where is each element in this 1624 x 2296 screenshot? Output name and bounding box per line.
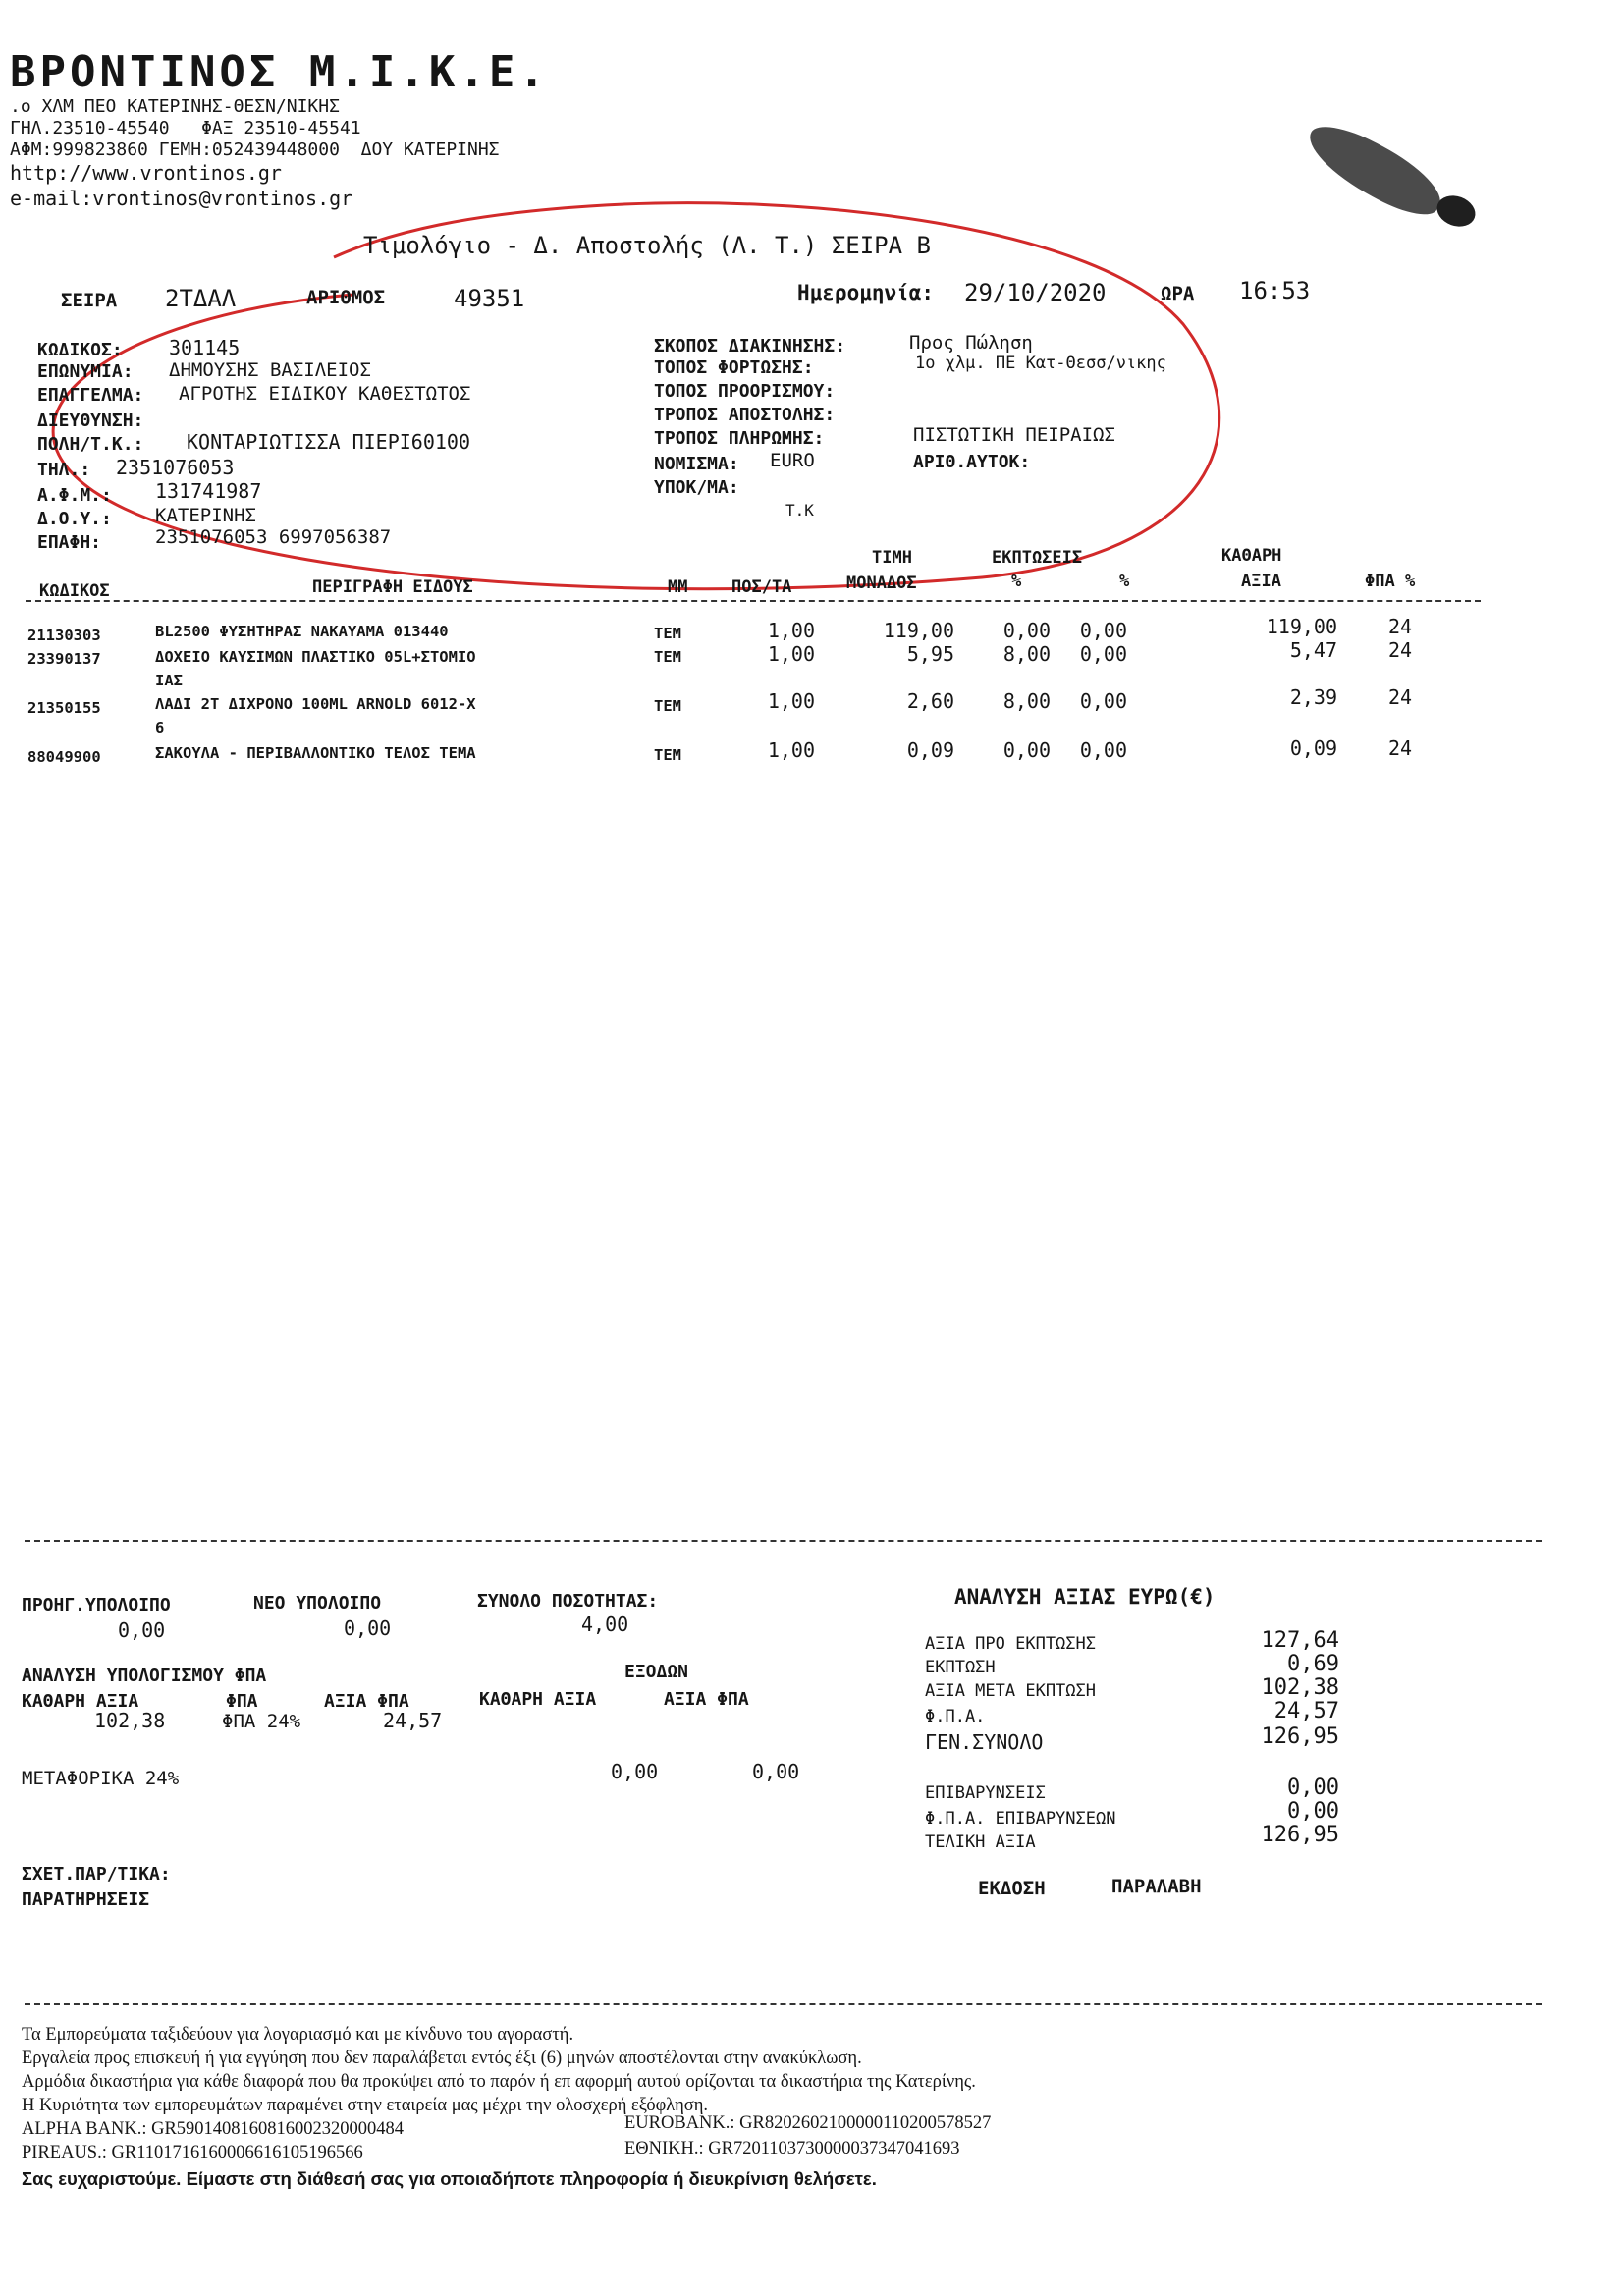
footer-terms-line: Η Κυριότητα των εμπορευμάτων παραμένει στην εταιρεία μας μέχρι την ολοσχερή εξόφληση. — [22, 2096, 709, 2115]
final-value: 126,95 — [1261, 1823, 1339, 1847]
remarks-label: ΠΑΡΑΤΗΡΗΣΕΙΣ — [22, 1889, 150, 1910]
th-price-bottom: ΜΟΝΑΔΟΣ — [846, 574, 917, 593]
destination-label: ΤΟΠΟΣ ΠΡΟΟΡΙΣΜΟΥ: — [654, 381, 836, 402]
th-discounts-top: ΕΚΠΤΩΣΕΙΣ — [992, 548, 1083, 568]
customer-phone: 2351076053 — [116, 456, 235, 479]
loading-place-label: ΤΟΠΟΣ ΦΟΡΤΩΣΗΣ: — [654, 357, 814, 378]
row-net-value: 0,09 — [1289, 737, 1337, 760]
thank-you-note: Σας ευχαριστούμε. Είμαστε στη διάθεσή σας για οποιαδήποτε πληροφορία ή διευκρίνιση θελήσετε. — [22, 2168, 877, 2189]
vat-rate: ΦΠΑ 24% — [222, 1711, 301, 1732]
vat-col-rate: ΦΠΑ — [226, 1691, 258, 1712]
document-time: 16:53 — [1239, 277, 1311, 304]
shipping-method-label: ΤΡΟΠΟΣ ΑΠΟΣΤΟΛΗΣ: — [654, 405, 836, 425]
footer-terms-line: Αρμόδια δικαστήρια για κάθε διαφορά που θα προκύψει από το παρόν ή επ αφορμή αυτού ορίζονται τα δικαστήρια της Κατερίνης. — [22, 2072, 976, 2092]
receipt-label: ΠΑΡΑΛΑΒΗ — [1111, 1876, 1202, 1897]
table-header-divider — [26, 600, 1481, 602]
totals-heading: ΑΝΑΛΥΣΗ ΑΞΙΑΣ ΕΥΡΩ(€) — [954, 1585, 1216, 1609]
charges-value: 0,00 — [1287, 1776, 1339, 1800]
series-label: ΣΕΙΡΑ — [61, 290, 118, 311]
series-value: 2ΤΔΑΛ — [165, 285, 237, 312]
row-net-value: 119,00 — [1266, 615, 1337, 638]
bank-ethniki: ΕΘΝΙΚΗ.: GR7201103730000037347041693 — [624, 2139, 960, 2159]
row-qty: 1,00 — [767, 689, 815, 713]
row-discount-1: 8,00 — [1002, 642, 1051, 666]
document-title: Τιμολόγιο - Δ. Αποστολής (Λ. Τ.) ΣΕΙΡΑ Β — [363, 232, 931, 259]
th-net-top: ΚΑΘΑΡΗ — [1221, 546, 1282, 566]
row-discount-2: 0,00 — [1079, 619, 1127, 642]
purpose-value: Προς Πώληση — [909, 332, 1033, 354]
customer-city-label: ΠΟΛΗ/Τ.Κ.: — [37, 434, 144, 455]
row-description: ΣΑΚΟΥΛΑ - ΠΕΡΙΒΑΛΛΟΝΤΙΚΟ ΤΕΛΟΣ ΤΕΜΑ — [155, 744, 476, 762]
total-quantity-label: ΣΥΝΟΛΟ ΠΟΣΟΤΗΤΑΣ: — [477, 1591, 659, 1612]
row-discount-2: 0,00 — [1079, 738, 1127, 762]
charges-vat-value: 0,00 — [1287, 1799, 1339, 1824]
document-date: 29/10/2020 — [964, 279, 1107, 306]
vat-col-net: ΚΑΘΑΡΗ ΑΞΙΑ — [22, 1691, 139, 1712]
row-price: 2,60 — [906, 689, 954, 713]
row-description: BL2500 ΦΥΣΗΤΗΡΑΣ ΝΑΚΑΥΑΜΑ 013440 — [155, 623, 449, 640]
row-net-value: 5,47 — [1289, 638, 1337, 662]
th-disc1: % — [1011, 572, 1022, 591]
related-docs-label: ΣΧΕΤ.ΠΑΡ/ΤΙΚΑ: — [22, 1864, 171, 1885]
customer-name: ΔΗΜΟΥΣΗΣ ΒΑΣΙΛΕΙΟΣ — [169, 359, 371, 381]
bank-pireaus: PIREAUS.: GR1101716160006616105196566 — [22, 2143, 363, 2162]
company-phone: ΓΗΛ.23510-45540 ΦΑΞ 23510-45541 — [10, 118, 361, 138]
customer-contact: 2351076053 6997056387 — [155, 526, 392, 548]
row-qty: 1,00 — [767, 619, 815, 642]
document-number: 49351 — [454, 285, 525, 312]
th-net-bottom: ΑΞΙΑ — [1241, 572, 1281, 591]
customer-afm-label: Α.Φ.Μ.: — [37, 485, 112, 506]
grand-total-label: ΓΕΝ.ΣΥΝΟΛΟ — [925, 1730, 1044, 1754]
vat-analysis-label: ΑΝΑΛΥΣΗ ΥΠΟΛΟΓΙΣΜΟΥ ΦΠΑ — [22, 1666, 267, 1686]
bank-alpha: ALPHA BANK.: GR5901408160816002320000484 — [22, 2119, 405, 2139]
row-unit: ΤΕΜ — [654, 746, 681, 764]
customer-profession-label: ΕΠΑΓΓΕΛΜΑ: — [37, 385, 144, 406]
row-price: 119,00 — [883, 619, 954, 642]
row-price: 5,95 — [906, 642, 954, 666]
company-website[interactable]: http://www.vrontinos.gr — [10, 161, 282, 185]
time-label: ΩΡΑ — [1161, 283, 1195, 304]
number-label: ΑΡΙΘΜΟΣ — [306, 287, 386, 308]
new-balance-label: ΝΕΟ ΥΠΟΛΟΙΠΟ — [253, 1593, 382, 1613]
summary-divider — [25, 1540, 1542, 1542]
row-discount-1: 0,00 — [1002, 619, 1051, 642]
company-name: ΒΡΟΝΤΙΝΟΣ Μ.Ι.Κ.Ε. — [10, 47, 549, 97]
final-value-label: ΤΕΛΙΚΗ ΑΞΙΑ — [925, 1832, 1036, 1852]
row-discount-2: 0,00 — [1079, 689, 1127, 713]
freight-net: 0,00 — [611, 1760, 659, 1783]
company-address: .ο ΧΛΜ ΠΕΟ ΚΑΤΕΡΙΝΗΣ-ΘΕΣΝ/ΝΙΚΗΣ — [10, 96, 340, 117]
footer-terms-line: Εργαλεία προς επισκευή ή για εγγύηση που δεν παραλάβεται εντός έξι (6) μηνών αποστέλονται στην ανακύκλωση. — [22, 2049, 862, 2068]
row-code: 88049900 — [27, 748, 101, 766]
totals-label: ΑΞΙΑ ΜΕΤΑ ΕΚΠΤΩΣΗ — [925, 1681, 1096, 1701]
totals-label: Φ.Π.Α. — [925, 1707, 986, 1726]
charges-vat-label: Φ.Π.Α. ΕΠΙΒΑΡΥΝΣΕΩΝ — [925, 1809, 1116, 1829]
date-label: Ημερομηνία: — [797, 281, 935, 304]
charges-label: ΕΠΙΒΑΡΥΝΣΕΙΣ — [925, 1783, 1046, 1803]
row-vat: 24 — [1388, 638, 1413, 662]
row-discount-1: 0,00 — [1002, 738, 1051, 762]
row-net-value: 2,39 — [1289, 685, 1337, 709]
customer-address-label: ΔΙΕΥΘΥΝΣΗ: — [37, 410, 144, 431]
totals-label: ΑΞΙΑ ΠΡΟ ΕΚΠΤΩΣΗΣ — [925, 1634, 1096, 1654]
totals-label: ΕΚΠΤΩΣΗ — [925, 1658, 996, 1677]
customer-city: ΚΟΝΤΑΡΙΩΤΙΣΣΑ ΠΙΕΡΙ60100 — [187, 430, 470, 454]
totals-value: 102,38 — [1261, 1675, 1339, 1700]
expenses-col-vat: ΑΞΙΑ ΦΠΑ — [664, 1689, 749, 1710]
row-description-cont: ΙΑΣ — [155, 672, 183, 689]
row-discount-2: 0,00 — [1079, 642, 1127, 666]
customer-doy-label: Δ.Ο.Υ.: — [37, 509, 112, 529]
issue-label: ΕΚΔΟΣΗ — [978, 1878, 1046, 1899]
vat-amount: 24,57 — [383, 1709, 443, 1732]
row-code: 21350155 — [27, 699, 101, 717]
th-price-top: ΤΙΜΗ — [872, 548, 912, 568]
freight-label: ΜΕΤΑΦΟΡΙΚΑ 24% — [22, 1768, 180, 1789]
th-code: ΚΩΔΙΚΟΣ — [39, 581, 110, 601]
total-quantity-value: 4,00 — [581, 1613, 629, 1636]
th-description: ΠΕΡΙΓΡΑΦΗ ΕΙΔΟΥΣ — [312, 577, 473, 597]
row-description: ΔΟΧΕΙΟ ΚΑΥΣΙΜΩΝ ΠΛΑΣΤΙΚΟ 05L+ΣΤΟΜΙΟ — [155, 648, 476, 666]
totals-value: 24,57 — [1273, 1699, 1339, 1723]
company-tax: ΑΦΜ:999823860 ΓΕΜΗ:052439448000 ΔΟΥ ΚΑΤΕΡΙΝΗΣ — [10, 139, 500, 160]
bank-eurobank: EUROBANK.: GR8202602100000110200578527 — [624, 2113, 992, 2133]
totals-value: 0,69 — [1287, 1652, 1339, 1676]
company-email[interactable]: e-mail:vrontinos@vrontinos.gr — [10, 187, 353, 210]
th-disc2: % — [1119, 572, 1130, 591]
previous-balance-label: ΠΡΟΗΓ.ΥΠΟΛΟΙΠΟ — [22, 1595, 171, 1615]
currency-value: EURO — [770, 450, 815, 471]
customer-afm: 131741987 — [155, 479, 262, 503]
purpose-label: ΣΚΟΠΟΣ ΔΙΑΚΙΝΗΣΗΣ: — [654, 336, 846, 356]
customer-code: 301145 — [169, 336, 241, 359]
row-vat: 24 — [1388, 685, 1413, 709]
customer-contact-label: ΕΠΑΦΗ: — [37, 532, 102, 553]
customer-profession: ΑΓΡΟΤΗΣ ΕΙΔΙΚΟΥ ΚΑΘΕΣΤΩΤΟΣ — [179, 383, 471, 405]
footer-divider — [25, 2003, 1542, 2005]
row-vat: 24 — [1388, 737, 1413, 760]
customer-doy: ΚΑΤΕΡΙΝΗΣ — [155, 505, 256, 526]
th-vat: ΦΠΑ % — [1365, 572, 1416, 591]
previous-balance-value: 0,00 — [118, 1618, 166, 1642]
row-qty: 1,00 — [767, 738, 815, 762]
row-description-cont: 6 — [155, 719, 165, 737]
th-qty: ΠΟΣ/ΤΑ — [731, 577, 792, 597]
loading-place-value: 1ο χλμ. ΠΕ Κατ-Θεσσ/νικης — [915, 354, 1166, 373]
store-label: ΥΠΟΚ/ΜΑ: — [654, 477, 739, 498]
th-unit: ΜΜ — [668, 577, 688, 597]
row-vat: 24 — [1388, 615, 1413, 638]
row-code: 21130303 — [27, 627, 101, 644]
row-price: 0,09 — [906, 738, 954, 762]
row-qty: 1,00 — [767, 642, 815, 666]
payment-method-label: ΤΡΟΠΟΣ ΠΛΗΡΩΜΗΣ: — [654, 428, 825, 449]
vehicle-number-label: ΑΡΙΘ.ΑΥΤΟΚ: — [913, 452, 1031, 472]
store-value: Τ.Κ — [785, 501, 814, 519]
row-unit: ΤΕΜ — [654, 697, 681, 715]
footer-terms-line: Τα Εμπορεύματα ταξιδεύουν για λογαριασμό και με κίνδυνο του αγοραστή. — [22, 2025, 574, 2045]
grand-total-value: 126,95 — [1261, 1724, 1339, 1749]
expenses-label: ΕΞΟΔΩΝ — [624, 1662, 689, 1682]
customer-name-label: ΕΠΩΝΥΜΙΑ: — [37, 361, 134, 382]
row-description: ΛΑΔΙ 2Τ ΔΙΧΡΟΝΟ 100ML ARNOLD 6012-X — [155, 695, 476, 713]
payment-method-value: ΠΙΣΤΩΤΙΚΗ ΠΕΙΡΑΙΩΣ — [913, 424, 1115, 446]
row-code: 23390137 — [27, 650, 101, 668]
vat-net-value: 102,38 — [94, 1709, 166, 1732]
row-discount-1: 8,00 — [1002, 689, 1051, 713]
row-unit: ΤΕΜ — [654, 648, 681, 666]
freight-vat: 0,00 — [752, 1760, 800, 1783]
totals-value: 127,64 — [1261, 1628, 1339, 1653]
expenses-col-net: ΚΑΘΑΡΗ ΑΞΙΑ — [479, 1689, 597, 1710]
currency-label: ΝΟΜΙΣΜΑ: — [654, 454, 739, 474]
vat-col-amount: ΑΞΙΑ ΦΠΑ — [324, 1691, 409, 1712]
new-balance-value: 0,00 — [344, 1616, 392, 1640]
customer-code-label: ΚΩΔΙΚΟΣ: — [37, 340, 123, 360]
customer-phone-label: ΤΗΛ.: — [37, 460, 91, 480]
row-unit: ΤΕΜ — [654, 625, 681, 642]
